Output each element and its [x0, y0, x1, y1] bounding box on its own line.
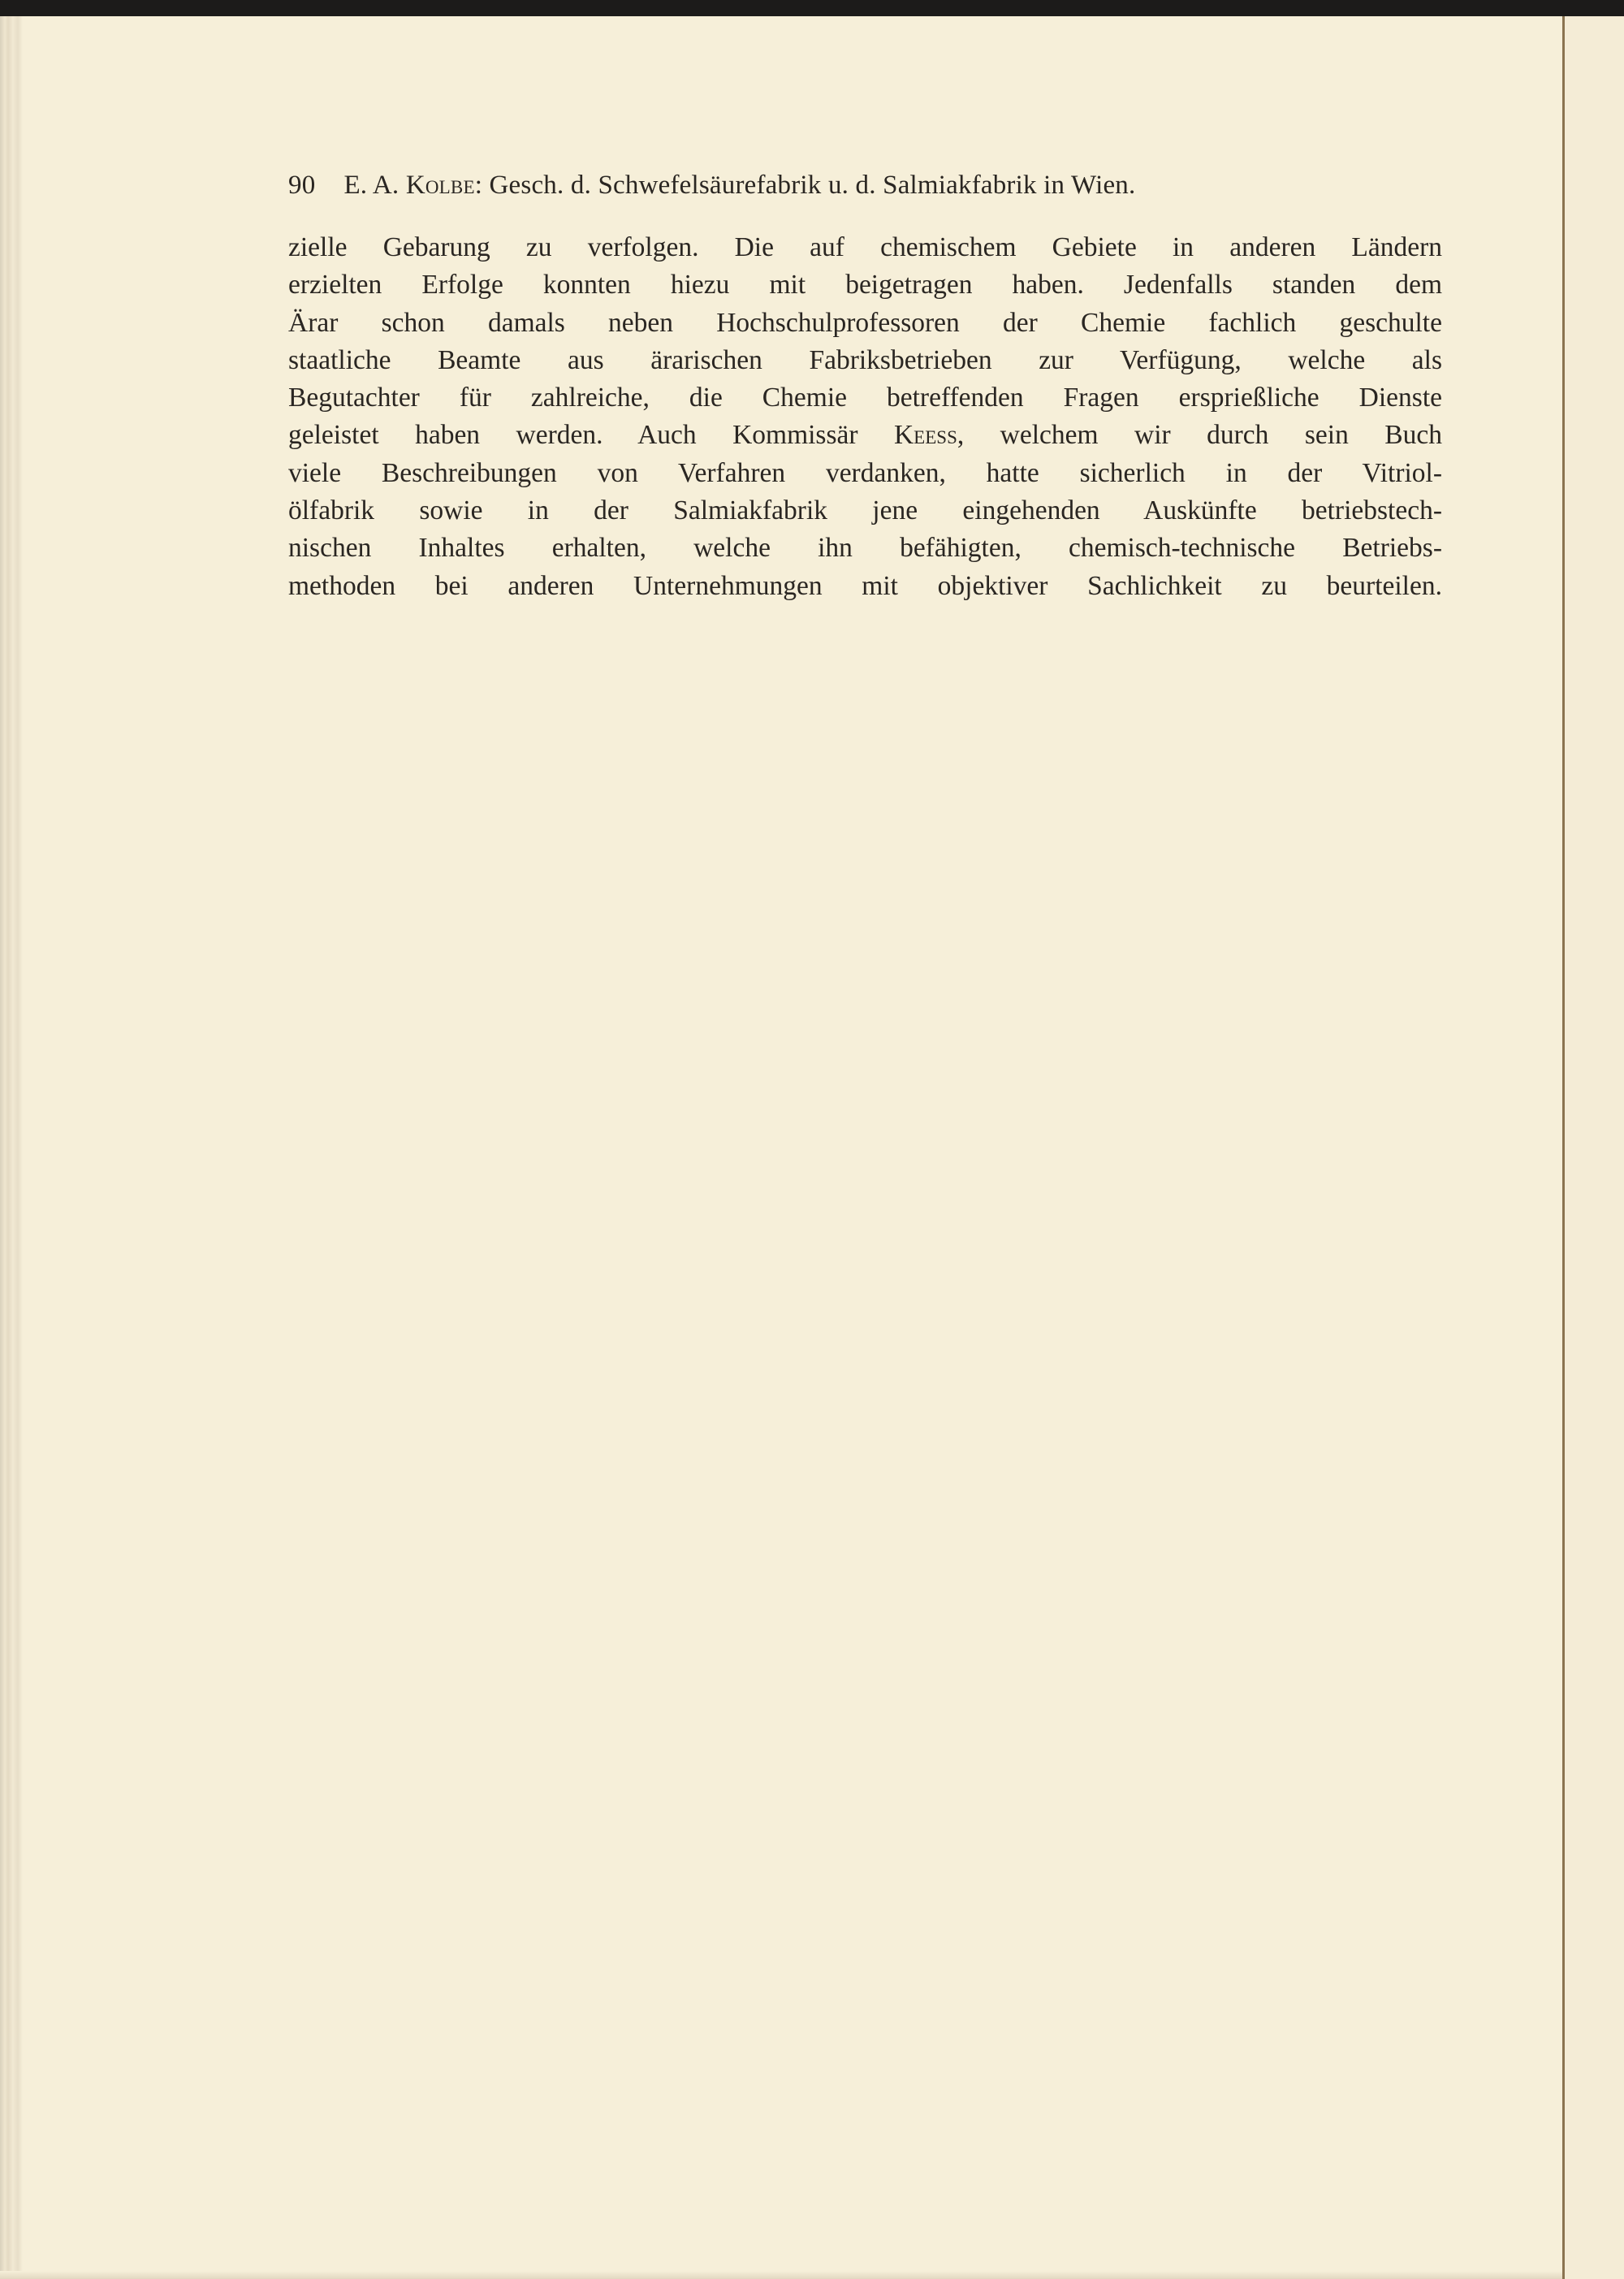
body-text: [288, 229, 1442, 605]
text-segment: , welchem wir durch sein Buch: [957, 420, 1442, 451]
header-title: : Gesch. d. Schwefelsäurefabrik u. d. Salmiakfabrik in Wien.: [474, 171, 1136, 200]
text-line: Begutachter für zahlreiche, die Chemie betreffenden Fragen ersprießliche Dienste: [288, 383, 1442, 413]
text-line: zielle Gebarung zu verfolgen. Die auf chemischem Gebiete in anderen Ländern: [288, 232, 1442, 262]
text-line: erzielten Erfolge konnten hiezu mit beigetragen haben. Jedenfalls standen dem: [288, 270, 1442, 301]
text-line: nischen Inhaltes erhalten, welche ihn befähigten, chemisch-technische Betriebs-: [288, 533, 1442, 564]
page-number: 90: [288, 171, 316, 200]
text-line: methoden bei anderen Unternehmungen mit objektiver Sachlichkeit zu beurteilen.: [288, 570, 1442, 601]
page-bottom-edge: [0, 2271, 1562, 2279]
facing-page-edge: [1565, 16, 1624, 2279]
person-name: Keess: [893, 420, 957, 451]
text-line: viele Beschreibungen von Verfahren verdanken, hatte sicherlich in der Vitriol-: [288, 457, 1442, 488]
page-stack-edge: [0, 16, 23, 2279]
running-header: [288, 171, 1441, 201]
scan-top-border: [0, 0, 1624, 16]
text-line: ölfabrik sowie in der Salmiakfabrik jene eingehenden Auskünfte betriebstech-: [288, 495, 1442, 526]
header-author: E. A. Kolbe: [343, 171, 475, 200]
text-line: staatliche Beamte aus ärarischen Fabriksbetrieben zur Verfügung, welche als: [288, 344, 1442, 375]
text-segment: geleistet haben werden. Auch Kommissär: [288, 420, 894, 451]
text-line: Ärar schon damals neben Hochschulprofessoren der Chemie fachlich geschulte: [288, 307, 1442, 338]
text-line: [288, 417, 1442, 454]
